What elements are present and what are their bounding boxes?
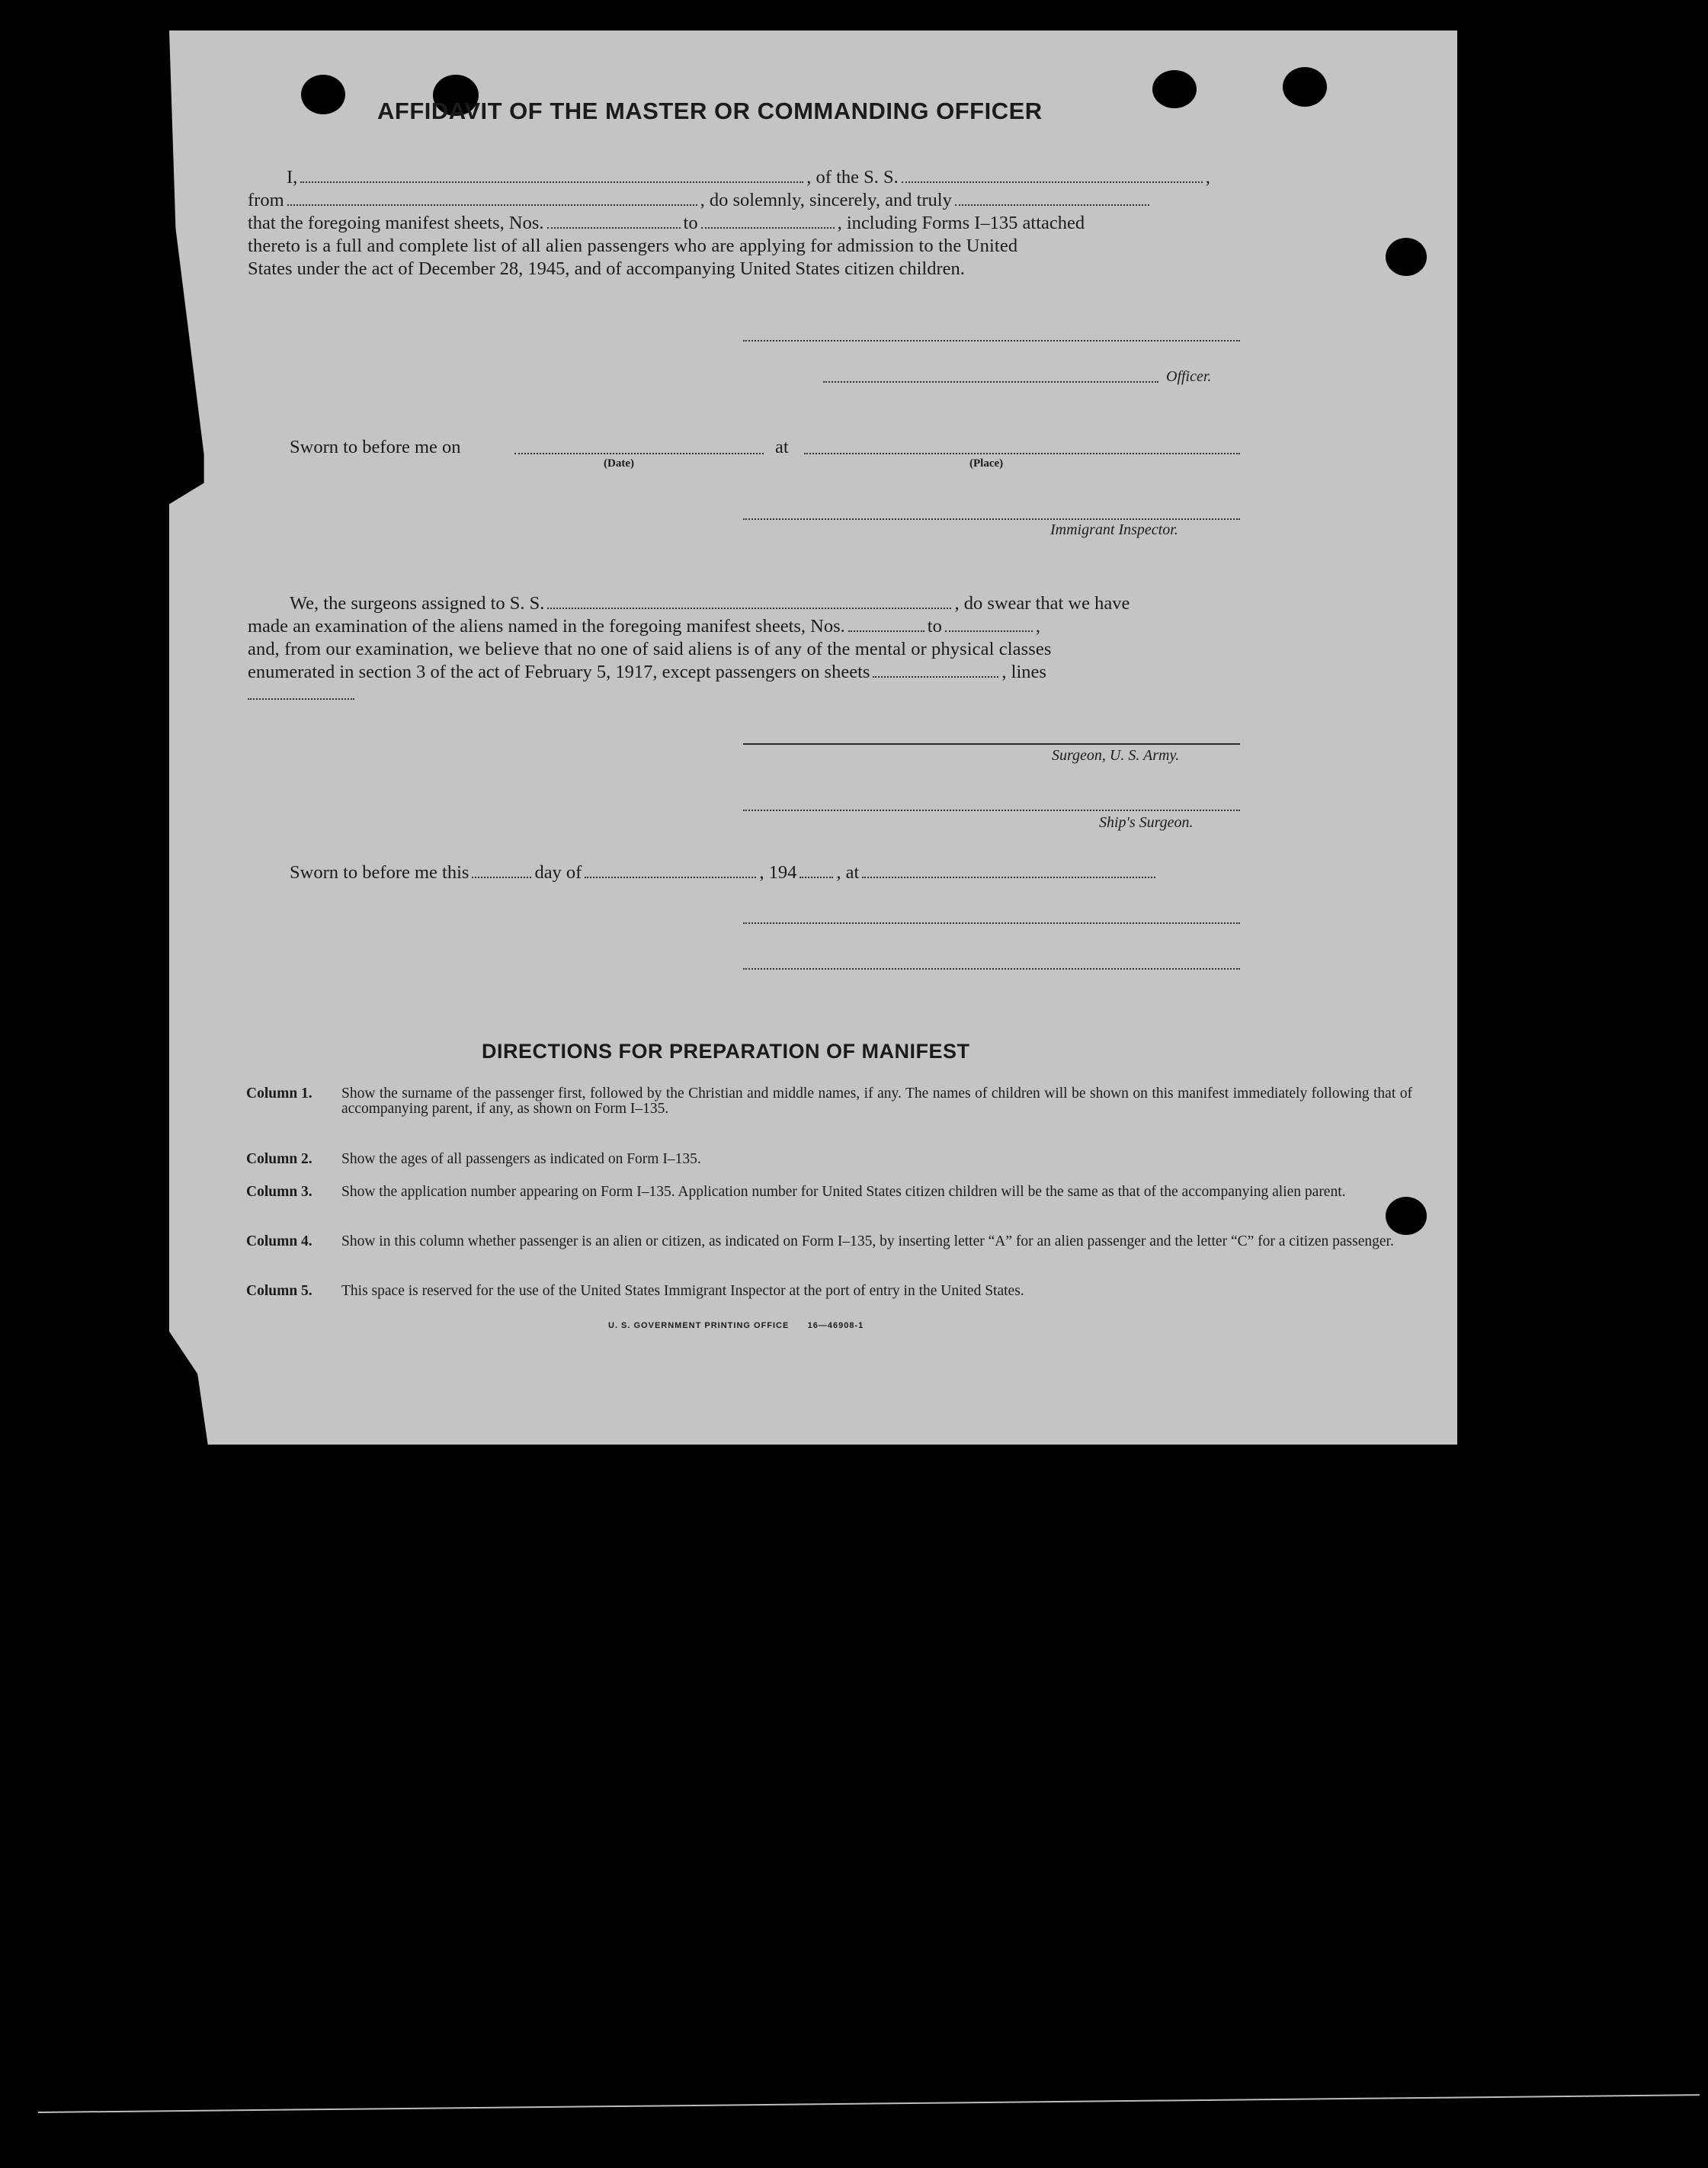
- signature-line: [743, 743, 1240, 745]
- officer-label: Officer.: [1166, 368, 1212, 385]
- signature-line: [823, 381, 1158, 383]
- scan-edge-line: [38, 2094, 1700, 2113]
- punch-hole: [301, 75, 345, 114]
- date-caption: (Date): [604, 457, 634, 470]
- signature-line: [743, 810, 1240, 811]
- punch-hole: [1386, 1197, 1427, 1235]
- affidavit-line-3: that the foregoing manifest sheets, Nos. to , including Forms I–135 attached: [248, 213, 1085, 233]
- signature-line: [743, 518, 1240, 520]
- affidavit-line-1: I, , of the S. S. ,: [287, 167, 1210, 188]
- sworn-on-text: Sworn to before me on: [290, 437, 461, 457]
- place-line: [804, 453, 1240, 454]
- signature-line: [743, 968, 1240, 970]
- affidavit-line-2: from , do solemnly, sincerely, and truly: [248, 189, 1152, 212]
- signature-line: [743, 922, 1240, 924]
- sworn-this-line: Sworn to before me this day of , 194 , at: [290, 861, 1158, 884]
- punch-hole: [1283, 67, 1327, 107]
- affidavit-title: AFFIDAVIT OF THE MASTER OR COMMANDING OFFICER: [377, 98, 1043, 124]
- army-surgeon-label: Surgeon, U. S. Army.: [1052, 747, 1180, 764]
- surgeons-line-3: and, from our examination, we believe that no one of said aliens is of any of the mental or physical classes: [248, 639, 1052, 659]
- date-line: [514, 453, 764, 454]
- surgeons-line-4: enumerated in section 3 of the act of February 5, 1917, except passengers on sheets , lines: [248, 662, 1046, 682]
- place-caption: (Place): [969, 457, 1004, 470]
- surgeons-line-1: We, the surgeons assigned to S. S. , do swear that we have: [290, 593, 1130, 614]
- sworn-at: at: [775, 437, 789, 457]
- punch-hole: [1386, 238, 1427, 276]
- affidavit-line-4: thereto is a full and complete list of all alien passengers who are applying for admission to the United: [248, 236, 1018, 256]
- ships-surgeon-label: Ship's Surgeon.: [1099, 814, 1194, 831]
- affidavit-line-5: States under the act of December 28, 1945, and of accompanying United States citizen children.: [248, 258, 965, 279]
- punch-hole: [1152, 70, 1197, 108]
- signature-line: [743, 340, 1240, 342]
- immigrant-inspector-label: Immigrant Inspector.: [1050, 521, 1178, 538]
- printing-office-footer: U. S. GOVERNMENT PRINTING OFFICE 16—46908-1: [608, 1321, 864, 1330]
- lines-blank: [248, 698, 354, 700]
- surgeons-line-2: made an examination of the aliens named in the foregoing manifest sheets, Nos. to ,: [248, 616, 1040, 637]
- directions-title: DIRECTIONS FOR PREPARATION OF MANIFEST: [482, 1040, 970, 1063]
